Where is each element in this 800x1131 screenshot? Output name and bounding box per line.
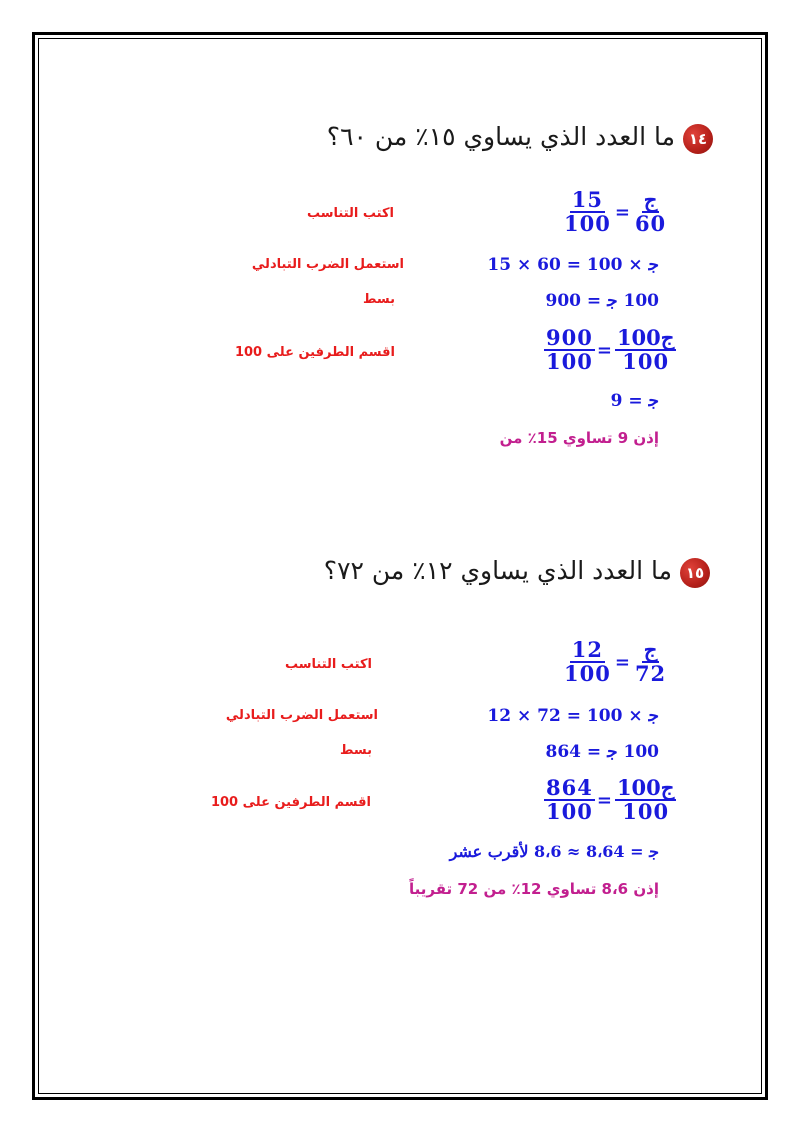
result-equation: ﺟ = 8،64 ≈ 8،6 لأقرب عشر (449, 842, 659, 861)
step-note: استعمل الضرب التبادلي (251, 257, 404, 272)
conclusion-text: إذن 8،6 تساوي 12٪ من 72 تقريباً (408, 880, 659, 898)
question-title: ما العدد الذي يساوي ١٢٪ من ٧٢؟ (323, 556, 672, 585)
divide-equation: $\frac{864}{100}$ = $\frac{\text{100ج}}{100}$ (546, 775, 675, 824)
cross-multiply-equation: ﺟ × 100 = 72 × 12 (487, 706, 659, 726)
step-note: اقسم الطرفين على 100 (210, 795, 371, 810)
conclusion-text: إذن 9 تساوي 15٪ من (499, 429, 659, 447)
simplify-equation: 100 ﺟ = 900 (545, 291, 659, 311)
step-note: استعمل الضرب التبادلي (225, 708, 378, 723)
proportion-equation: $\frac{12}{100}$ = $\frac{\text{ج}}{72}$ (564, 637, 667, 686)
step-note: اقسم الطرفين على 100 (234, 345, 395, 360)
step-note: اكتب التناسب (307, 206, 394, 221)
step-note: بسط (362, 292, 395, 307)
proportion-equation: $\frac{15}{100}$ = $\frac{\text{ج}}{60}$ (564, 187, 667, 236)
step-note: اكتب التناسب (285, 657, 372, 672)
question-number-badge: ١٥ (680, 558, 710, 588)
result-equation: ﺟ = 9 (610, 391, 659, 411)
question-title: ما العدد الذي يساوي ١٥٪ من ٦٠؟ (326, 122, 675, 151)
divide-equation: $\frac{900}{100}$ = $\frac{\text{100ج}}{100}$ (546, 325, 675, 374)
cross-multiply-equation: ﺟ × 100 = 60 × 15 (487, 255, 659, 275)
simplify-equation: 100 ﺟ = 864 (545, 742, 659, 762)
question-number-badge: ١٤ (683, 124, 713, 154)
step-note: بسط (339, 743, 372, 758)
